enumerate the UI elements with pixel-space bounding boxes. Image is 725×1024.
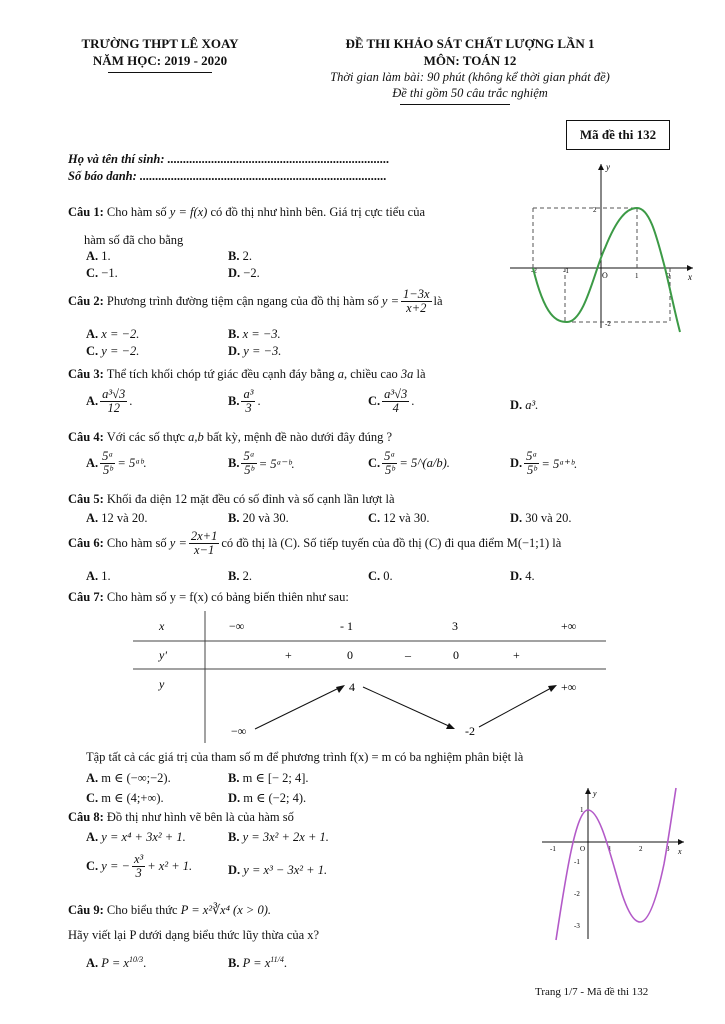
q1-label: Câu 1:: [68, 205, 104, 219]
q1-option-d[interactable]: D. −2.: [228, 266, 260, 280]
q4-option-b[interactable]: B. $\frac{\text{5ᵃ}}{\text{5ᵇ}}$ = 5ᵃ⁻ᵇ.: [228, 449, 295, 478]
q9-text-b: Hãy viết lại P dưới dạng biểu thức lũy thừa của x?: [68, 928, 320, 942]
bbt-x-label: x: [159, 619, 165, 633]
q4-option-c[interactable]: C. $\frac{\text{5ᵃ}}{\text{5ᵇ}}$ = 5^(a/b).: [368, 449, 450, 478]
school-name: TRƯỜNG THPT LÊ XOAY: [81, 36, 239, 51]
q5-option-c[interactable]: C. 12 và 30.: [368, 511, 430, 525]
q5-option-a[interactable]: A. 12 và 20.: [86, 511, 148, 525]
q2-question: Phương trình đường tiệm cận ngang của đồ thị hàm số: [106, 294, 379, 309]
q7-option-c[interactable]: C. m ∈ (4;+∞).: [86, 791, 164, 805]
variation-table: [133, 611, 606, 743]
q7-text: Câu 7: Cho hàm số y = f(x) có bảng biến thiên như sau:: [68, 590, 349, 604]
student-id-dots: ...............................................................................: [139, 169, 387, 183]
q8-option-a[interactable]: A. y = x⁴ + 3x² + 1.: [86, 830, 186, 844]
graph1-xtick-2: 2: [667, 272, 671, 280]
graph2-ytick-1: 1: [580, 806, 584, 814]
graph1-xtick-1: 1: [635, 272, 639, 280]
school-year: NĂM HỌC: 2019 - 2020: [92, 53, 228, 68]
bbt-yp-3: 0: [453, 648, 459, 662]
q8-graph: [538, 784, 688, 944]
bbt-yp-4: +: [513, 648, 520, 662]
graph1-xtick-neg2: -2: [531, 267, 537, 275]
graph2-x-label: x: [678, 847, 682, 856]
q9-text: Câu 9: Cho biểu thức P = x²∛x⁴ (x > 0).: [68, 903, 271, 917]
q3-option-b[interactable]: B. $\frac{\text{a³}}{3}$ .: [228, 387, 261, 416]
q2-option-d[interactable]: D. y = −3.: [228, 344, 282, 358]
q1-text-c: hàm số đã cho bằng: [84, 233, 184, 247]
q8-text: Câu 8: Đồ thị như hình vẽ bên là của hàm số: [68, 810, 294, 824]
graph1-xtick-neg1: -1: [563, 267, 569, 275]
q8-option-d[interactable]: D. y = x³ − 3x² + 1.: [228, 863, 328, 877]
q1-option-b[interactable]: B. 2.: [228, 249, 252, 263]
graph2-xtick-neg1: -1: [550, 845, 556, 853]
exam-subject: MÔN: TOÁN 12: [423, 53, 517, 68]
student-name-label: Họ và tên thí sinh:: [68, 152, 165, 166]
bbt-yp-label: y': [159, 648, 167, 662]
q1-option-a[interactable]: A. 1.: [86, 249, 111, 263]
bbt-y-0: −∞: [231, 724, 247, 738]
q3-text: Câu 3: Thể tích khối chóp tứ giác đều cạnh đáy bằng a, chiều cao 3a là: [68, 367, 426, 381]
q6-option-a[interactable]: A. 1.: [86, 569, 111, 583]
q6-option-d[interactable]: D. 4.: [510, 569, 535, 583]
q1-text-a: Cho hàm số: [106, 205, 167, 219]
q1-text: [68, 205, 425, 220]
q2-option-c[interactable]: C. y = −2.: [86, 344, 140, 358]
q2-option-b[interactable]: B. x = −3.: [228, 327, 281, 341]
q7-option-d[interactable]: D. m ∈ (−2; 4).: [228, 791, 307, 805]
q9-option-b[interactable]: B. $P = x^{11/4}$.: [228, 955, 288, 971]
q6-option-c[interactable]: C. 0.: [368, 569, 393, 583]
q3-option-d[interactable]: D. a³.: [510, 398, 539, 412]
graph2-ytick-neg2: -2: [574, 890, 580, 898]
graph2-origin: O: [580, 845, 586, 853]
exam-code-box: Mã đề thi 132: [566, 120, 670, 150]
graph1-ytick-2: 2: [593, 206, 597, 214]
q4-text: Câu 4: Với các số thực a,b bất kỳ, mệnh đề nào dưới đây đúng ?: [68, 430, 393, 444]
q2-option-a[interactable]: A. x = −2.: [86, 327, 140, 341]
q3-option-c[interactable]: C. $\frac{\text{a³√3}}{4}$ .: [368, 387, 415, 416]
bbt-yp-0: +: [285, 648, 292, 662]
graph1-ytick-neg2: -2: [605, 320, 611, 328]
graph1-origin: O: [602, 271, 608, 280]
student-id-row: [68, 169, 387, 184]
q7-footer: Tập tất cả các giá trị của tham số m để phương trình f(x) = m có ba nghiệm phân biệt là: [86, 750, 524, 764]
bbt-x-val-1: - 1: [340, 619, 353, 633]
q8-option-b[interactable]: B. y = 3x² + 2x + 1.: [228, 830, 329, 844]
graph2-ytick-neg3: -3: [574, 922, 580, 930]
q3-option-a[interactable]: A. $\frac{\text{a³√3}}{12}$ .: [86, 387, 133, 416]
graph1-curve: [533, 208, 680, 332]
bbt-yp-1: 0: [347, 648, 353, 662]
graph2-xtick-3: 3: [666, 845, 670, 853]
exam-time-note: Thời gian làm bài: 90 phút (không kể thời gian phát đề): [330, 70, 610, 84]
q2-label: Câu 2:: [68, 294, 104, 309]
bbt-x-val-2: 3: [452, 619, 458, 633]
student-id-label: Số báo danh:: [68, 169, 137, 183]
page-footer: Trang 1/7 - Mã đề thi 132: [535, 986, 649, 998]
bbt-y-1: 4: [349, 680, 355, 694]
q5-text: Câu 5: Khối đa diện 12 mặt đều có số đỉnh và số cạnh lần lượt là: [68, 492, 395, 506]
exam-count-note: Đề thi gồm 50 câu trắc nghiệm: [392, 86, 548, 100]
bbt-x-val-3: +∞: [561, 619, 577, 633]
bbt-yp-2: –: [405, 648, 411, 662]
student-name-row: [68, 152, 390, 167]
exam-title: ĐỀ THI KHẢO SÁT CHẤT LƯỢNG LẦN 1: [345, 36, 595, 51]
graph2-y-label: y: [593, 789, 597, 798]
student-name-dots: .......................................................................: [167, 152, 390, 166]
q2-tail: là: [433, 294, 443, 309]
q6-text: Câu 6: Cho hàm số y = $\frac{2x+1}{x-1}$ có đồ thị là (C). Số tiếp tuyến của đồ thị (C) đi qua điểm M(−1;1) là: [68, 529, 562, 558]
graph1-y-label: y: [606, 162, 610, 172]
q8-option-c[interactable]: C. y = − $\frac{\text{x³}}{3}$ + x² + 1.: [86, 852, 193, 881]
header-divider-left: [108, 72, 212, 73]
bbt-x-val-0: −∞: [229, 619, 245, 633]
q4-option-a[interactable]: A. $\frac{\text{5ᵃ}}{\text{5ᵇ}}$ = 5ᵃᵇ.: [86, 449, 147, 478]
bbt-y-2: -2: [465, 724, 475, 738]
q4-option-d[interactable]: D. $\frac{\text{5ᵃ}}{\text{5ᵇ}}$ = 5ᵃ⁺ᵇ.: [510, 449, 578, 478]
graph2-xtick-2: 2: [639, 845, 643, 853]
q1-option-c[interactable]: C. −1.: [86, 266, 118, 280]
graph2-xtick-1: 1: [608, 845, 612, 853]
q7-option-b[interactable]: B. m ∈ [− 2; 4].: [228, 771, 309, 785]
q1-expr: y = f(x): [169, 205, 208, 219]
q1-graph: [505, 158, 700, 333]
q5-option-b[interactable]: B. 20 và 30.: [228, 511, 289, 525]
graph1-x-label: x: [688, 272, 692, 282]
q2-text: [68, 288, 443, 315]
bbt-y-label: y: [159, 677, 165, 691]
q2-fraction: $\frac{1-3x}{x+2}$: [403, 287, 430, 316]
q6-option-b[interactable]: B. 2.: [228, 569, 252, 583]
q9-option-a[interactable]: A. $P = x^{10/3}$.: [86, 955, 147, 971]
q5-option-d[interactable]: D. 30 và 20.: [510, 511, 572, 525]
bbt-y-3: +∞: [561, 680, 577, 694]
q7-option-a[interactable]: A. m ∈ (−∞;−2).: [86, 771, 171, 785]
q2-lhs: y =: [381, 294, 400, 309]
graph2-ytick-neg1: -1: [574, 858, 580, 866]
q1-text-b: có đồ thị như hình bên. Giá trị cực tiểu của: [210, 205, 426, 219]
header-divider-right: [400, 104, 510, 105]
